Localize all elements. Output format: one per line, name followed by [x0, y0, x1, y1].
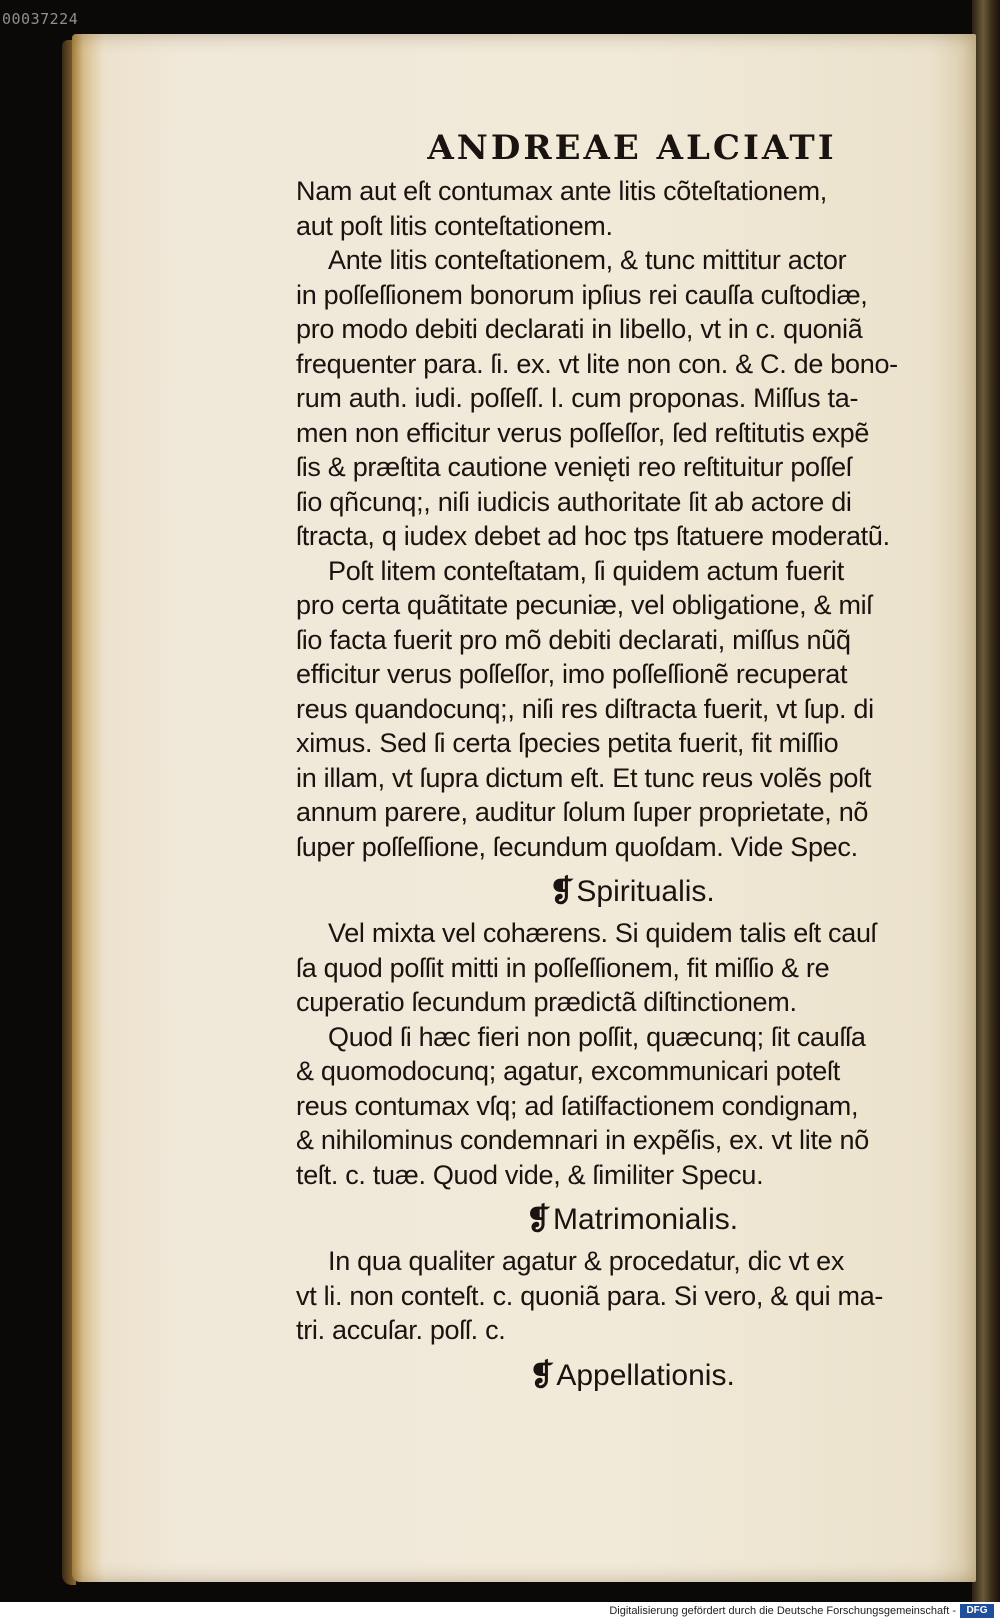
- footer-credit: Digitalisierung gefördert durch die Deutsche Forschungsgemeinschaft -: [609, 1605, 956, 1617]
- dfg-logo: DFG: [960, 1604, 994, 1618]
- text-line: pro modo debiti declarati in libello, vt in c. quoniã: [296, 314, 863, 344]
- text-line: in illam, vt ſupra dictum eſt. Et tunc reus volẽs poſt: [296, 762, 872, 793]
- text-line: ſis & præſtita cautione venięti reo reſtituitur poſſeſ: [296, 452, 852, 482]
- text-block: [296, 118, 968, 1400]
- text-line: Ante litis conteſtationem, & tunc mittitur actor: [328, 245, 847, 275]
- text-line: Poſt litem conteſtatam, ſi quidem actum fuerit: [328, 555, 844, 586]
- text-line: In qua qualiter agatur & procedatur, dic vt ex: [328, 1246, 845, 1276]
- text-line: aut poſt litis conteſtationem.: [296, 210, 613, 241]
- book-edge-right: [972, 0, 1000, 1606]
- text-line: in poſſeſſionem bonorum ipſius rei cauſſa cuſtodiæ,: [296, 279, 868, 310]
- text-line: ſio facta fuerit pro mõ debiti declarati, miſſus nũq̃: [296, 624, 851, 655]
- text-line: pro certa quãtitate pecuniæ, vel obligatione, & miſ: [296, 590, 873, 620]
- section-heading-matrimonialis: [296, 1200, 968, 1240]
- section-heading-label: Appellationis.: [556, 1358, 735, 1392]
- text-line: annum parere, auditur ſolum ſuper proprietate, nõ: [296, 797, 869, 827]
- section-heading-appellationis: [296, 1356, 968, 1396]
- pilcrow-icon: ❡: [549, 875, 575, 908]
- text-line: cuperatio ſecundum prædictã diſtinctionem.: [296, 987, 797, 1017]
- text-line: Quod ſi hæc fieri non poſſit, quæcunq; ſit cauſſa: [328, 1021, 866, 1052]
- section-heading-spiritualis: [296, 872, 968, 912]
- text-line: ſtracta, q iudex debet ad hoc tps ſtatuere moderatũ.: [296, 521, 890, 551]
- text-line: ſuper poſſeſſione, ſecundum quoſdam. Vide Spec.: [296, 831, 858, 862]
- text-line: frequenter para. ſi. ex. vt lite non con. & C. de bono-: [296, 348, 898, 379]
- text-line: Vel mixta vel cohærens. Si quidem talis eſt cauſ: [328, 918, 877, 948]
- text-line: reus quandocunq;, niſi res diſtracta fuerit, vt ſup. di: [296, 693, 874, 724]
- scan-id: 00037224: [2, 10, 79, 28]
- pilcrow-icon: ❡: [529, 1358, 555, 1392]
- text-line: & quomodocunq; agatur, excommunicari poteſt: [296, 1056, 840, 1086]
- section-heading-label: Matrimonialis.: [553, 1203, 739, 1236]
- text-line: reus contumax vſq; ad ſatiſfactionem condignam,: [296, 1090, 859, 1121]
- text-line: ſio qñcunq;, niſi iudicis authoritate ſit ab actore di: [296, 486, 852, 517]
- section-heading-label: Spiritualis.: [576, 875, 715, 908]
- text-line: tri. accuſar. poſſ. c.: [296, 1315, 506, 1345]
- text-line: teſt. c. tuæ. Quod vide, & ſimiliter Specu.: [296, 1159, 764, 1190]
- pilcrow-icon: ❡: [525, 1203, 552, 1236]
- text-line: & nihilominus condemnari in expẽſis, ex. vt lite nõ: [296, 1125, 869, 1155]
- text-line: ſa quod poſſit mitti in poſſeſſionem, fit miſſio & re: [296, 952, 830, 983]
- text-line: Nam aut eſt contumax ante litis cõteſtationem,: [296, 176, 827, 206]
- text-line: efficitur verus poſſeſſor, imo poſſeſſionẽ recuperat: [296, 659, 848, 689]
- text-line: rum auth. iudi. poſſeſſ. l. cum proponas. Miſſus ta-: [296, 383, 859, 413]
- text-line: vt li. non conteſt. c. quoniã para. Si vero, & qui ma-: [296, 1280, 884, 1311]
- text-line: men non efficitur verus poſſeſſor, ſed reſtitutis expẽ: [296, 417, 870, 448]
- running-head: ANDREAE ALCIATI: [427, 128, 837, 168]
- text-line: ximus. Sed ſi certa ſpecies petita fuerit, fit miſſio: [296, 728, 839, 758]
